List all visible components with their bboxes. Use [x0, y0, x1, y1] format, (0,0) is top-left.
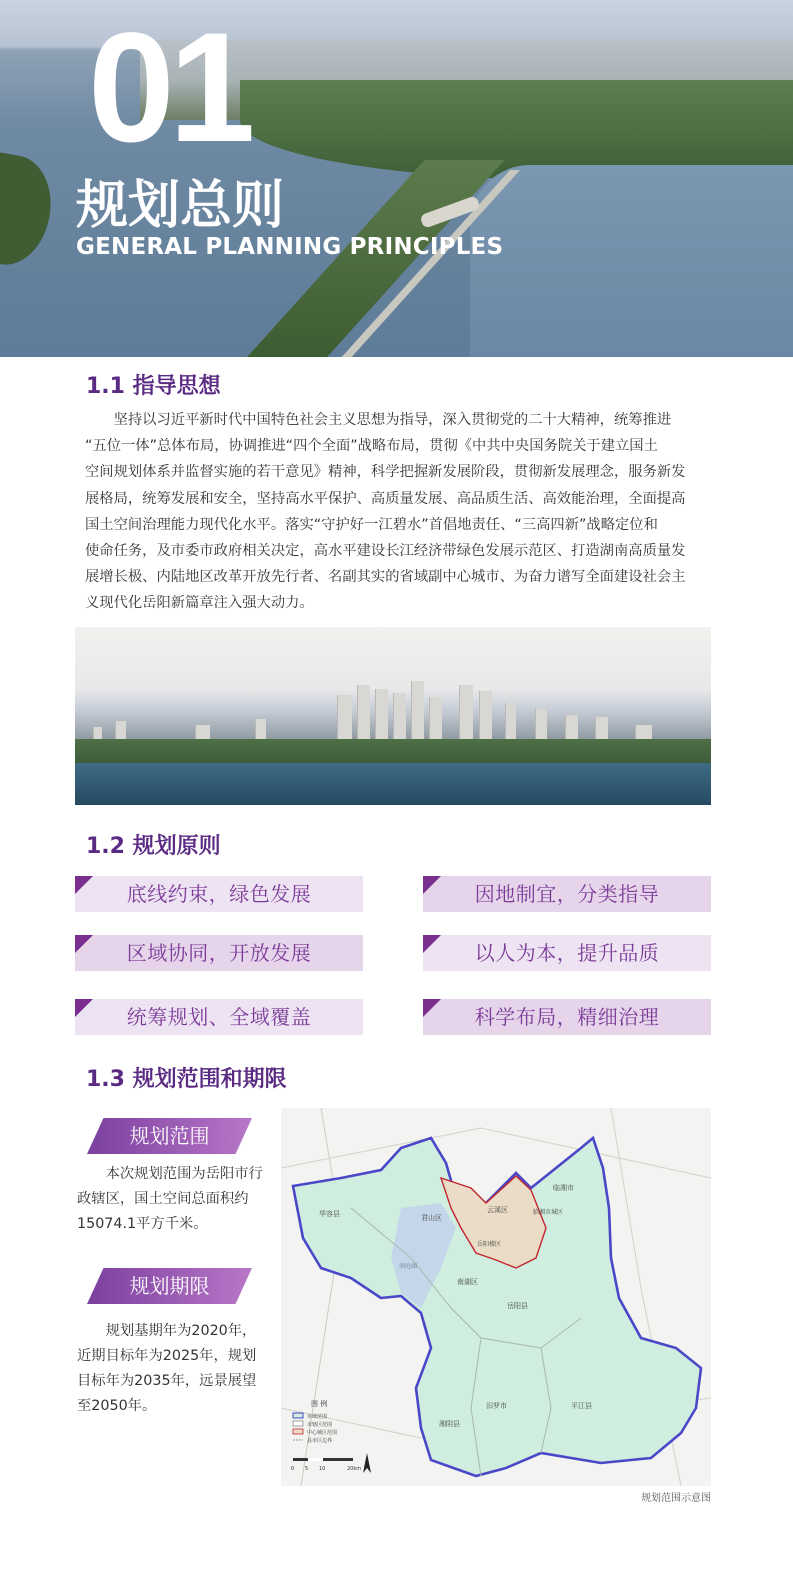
para-line: 国土空间治理能力现代化水平。落实“守护好一江碧水”首倡地责任、“三高四新”战略定位和 — [85, 516, 658, 533]
scope-text — [77, 1162, 269, 1237]
section-heading-guiding: 1.1 指导思想 — [86, 374, 221, 399]
map-label: 岳阳县 — [507, 1302, 528, 1310]
principle-label: 底线约束，绿色发展 — [126, 882, 312, 906]
para-line: “五位一体”总体布局，协调推进“四个全面”战略布局，贯彻《中共中央国务院关于建立国土 — [85, 438, 658, 455]
scope-line: 本次规划范围为岳阳市行 — [105, 1166, 263, 1182]
scale-label: 10 — [319, 1466, 326, 1472]
principle-card — [423, 999, 711, 1035]
principle-card — [75, 935, 363, 971]
hero-lake — [470, 165, 793, 357]
para-line: 展格局，统筹发展和安全，坚持高水平保护、高质量发展、高品质生活、高效能治理，全面提高 — [85, 490, 686, 507]
legend-item: 市域范围 — [307, 1414, 328, 1420]
scale-label: 5 — [305, 1466, 309, 1472]
period-tag — [87, 1268, 252, 1304]
legend-item: 市辖区范围 — [307, 1422, 333, 1428]
map-label: 华容县 — [319, 1210, 340, 1218]
legend-item: 中心城区范围 — [307, 1430, 338, 1436]
map-label: 岳阳楼区 — [477, 1241, 502, 1248]
para-line: 义现代化岳阳新篇章注入强大动力。 — [85, 595, 314, 612]
period-line: 目标年为2035年，远景展望 — [77, 1373, 257, 1389]
para-line: 坚持以习近平新时代中国特色社会主义思想为指导，深入贯彻党的二十大精神，统筹推进 — [113, 412, 672, 428]
principle-label: 以人为本，提升品质 — [474, 941, 660, 965]
period-text — [77, 1319, 269, 1419]
principle-card — [75, 876, 363, 912]
period-line: 近期目标年为2025年，规划 — [77, 1348, 257, 1364]
hero-shore — [0, 149, 59, 271]
scope-tag-label: 规划范围 — [129, 1124, 210, 1148]
para-line: 使命任务，及市委市政府相关决定，高水平建设长江经济带绿色发展示范区、打造湖南高质量发 — [85, 543, 686, 560]
period-tag-label: 规划期限 — [129, 1274, 210, 1298]
map-label: 临湘市城区 — [533, 1209, 564, 1216]
principle-label: 区域协同，开放发展 — [126, 941, 312, 965]
north-arrow-icon — [363, 1453, 371, 1473]
scope-line: 政辖区，国土空间总面积约 — [77, 1191, 249, 1207]
legend-item: 县市区边界 — [307, 1438, 333, 1444]
map-label: 南湖区 — [457, 1278, 478, 1286]
legend-title: 图 例 — [311, 1400, 328, 1408]
scope-tag — [87, 1118, 252, 1154]
period-line: 规划基期年为2020年， — [105, 1323, 257, 1339]
map-label: 君山区 — [421, 1214, 442, 1222]
guiding-paragraph — [85, 407, 705, 617]
map-label: 湘阴县 — [439, 1420, 460, 1428]
scale-label: 0 — [291, 1466, 295, 1472]
map-caption: 规划范围示意图 — [641, 1493, 711, 1504]
para-line: 展增长极、内陆地区改革开放先行者、名副其实的省域副中心城市、为奋力谱写全面建设社会主 — [85, 569, 686, 586]
para-line: 空间规划体系并监督实施的若干意见》精神，科学把握新发展阶段，贯彻新发展理念，服务新发 — [85, 464, 686, 481]
map-label: 洞庭湖 — [399, 1263, 418, 1270]
planning-scope-map — [281, 1108, 711, 1486]
principle-card — [423, 935, 711, 971]
map-label: 平江县 — [571, 1402, 592, 1410]
period-line: 至2050年。 — [77, 1398, 157, 1414]
principle-label: 统筹规划、全域覆盖 — [126, 1005, 312, 1029]
map-label: 云溪区 — [487, 1206, 508, 1214]
city-boundary — [293, 1138, 701, 1476]
chapter-title: 规划总则 — [76, 176, 285, 236]
city-panorama-image — [75, 627, 711, 805]
scope-line: 15074.1平方千米。 — [77, 1216, 208, 1232]
principle-card — [75, 999, 363, 1035]
map-label: 汨罗市 — [486, 1402, 507, 1410]
section-heading-principles: 1.2 规划原则 — [86, 834, 221, 859]
map-svg — [281, 1108, 711, 1486]
principle-label: 因地制宜，分类指导 — [474, 882, 660, 906]
chapter-number: 01 — [88, 1, 250, 175]
principle-label: 科学布局，精细治理 — [474, 1005, 660, 1029]
section-heading-scope: 1.3 规划范围和期限 — [86, 1067, 287, 1092]
scale-label: 20km — [347, 1466, 362, 1472]
principle-card — [423, 876, 711, 912]
chapter-subtitle: GENERAL PLANNING PRINCIPLES — [76, 234, 504, 260]
map-label: 临湘市 — [553, 1184, 574, 1192]
